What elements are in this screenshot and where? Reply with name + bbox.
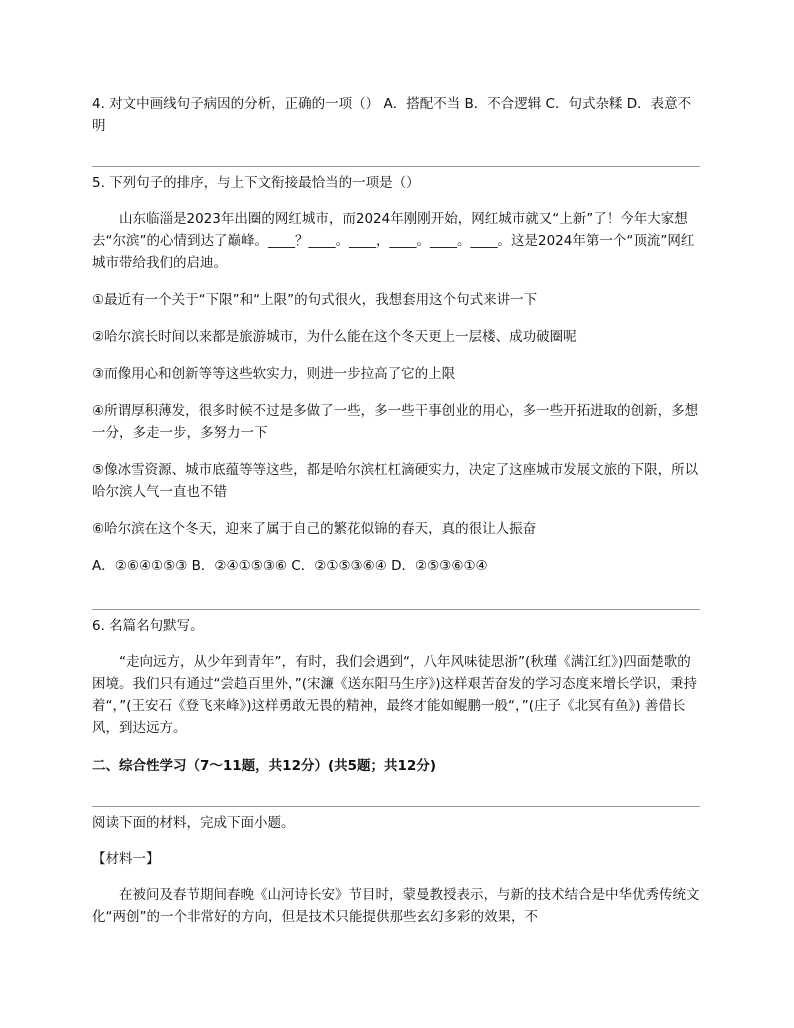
question-6-stem: 6. 名篇名句默写。: [92, 618, 204, 634]
divider: [92, 166, 700, 167]
sentence-item-5: ⑤像冰雪资源、城市底蕴等等这些，都是哈尔滨杠杠滴硬实力，决定了这座城市发展文旅的下限，所以哈尔滨人气一直也不错: [92, 462, 699, 500]
reading-material: [92, 812, 702, 928]
sentence-item-6: ⑥哈尔滨在这个冬天，迎来了属于自己的繁花似锦的春天，真的很让人振奋: [92, 521, 537, 537]
sentence-item-1: ①最近有一个关于“下限”和“上限”的句式很火，我想套用这个句式来讲一下: [92, 292, 538, 308]
question-5: [92, 172, 702, 577]
material-1-label: 【材料一】: [92, 851, 160, 867]
divider: [92, 806, 700, 807]
sentence-item-3: ③而像用心和创新等等这些软实力，则进一步拉高了它的上限: [92, 366, 456, 382]
question-4: [92, 93, 702, 137]
question-4-text: 4. 对文中画线句子病因的分析，正确的一项（） A．搭配不当 B．不合逻辑 C．句式杂糅 D．表意不明: [92, 96, 692, 134]
question-6-passage: “走向远方，从少年到青年”，有时，我们会遇到“，八年风味徒思浙”(秋瑾《满江红》)四面楚歌的困境。我们只有通过“尝趋百里外，”(宋濂《送东阳马生序》)这样艰苦奋发的学习态度来增长学识，秉持着“，”(王安石《登飞来峰》)这样勇敢无畏的精神，最终才能如鲲鹏一般“，”(庄子《北冥有鱼》) 善借长风，到达远方。: [92, 654, 698, 736]
material-1-text: 在被问及春节期间春晚《山河诗长安》节目时，蒙曼教授表示，与新的技术结合是中华优秀传统文化“两创”的一个非常好的方向，但是技术只能提供那些玄幻多彩的效果，不: [92, 887, 700, 925]
divider: [92, 609, 700, 610]
question-5-stem: 5. 下列句子的排序，与上下文衔接最恰当的一项是（）: [92, 175, 420, 191]
section-2-heading: 二、综合性学习（7～11题，共12分）(共5题；共12分): [92, 758, 436, 774]
question-5-passage: 山东临淄是2023年出圈的网红城市，而2024年刚刚开始，网红城市就又“上新”了！今年大家想去“尔滨”的心情到达了巅峰。____？____。____，____。____。____。这是2024年第一个“顶流”网红城市带给我们的启迪。: [92, 211, 695, 271]
reading-intro: 阅读下面的材料，完成下面小题。: [92, 815, 295, 831]
sentence-item-2: ②哈尔滨长时间以来都是旅游城市，为什么能在这个冬天更上一层楼、成功破圈呢: [92, 329, 577, 345]
question-5-options: A．②⑥④①⑤③ B．②④①⑤③⑥ C．②①⑤③⑥④ D．②⑤③⑥①④: [92, 558, 488, 574]
sentence-item-4: ④所谓厚积薄发，很多时候不过是多做了一些，多一些干事创业的用心，多一些开拓进取的创新，多想一分，多走一步，多努力一下: [92, 403, 699, 441]
question-6: [92, 615, 702, 739]
